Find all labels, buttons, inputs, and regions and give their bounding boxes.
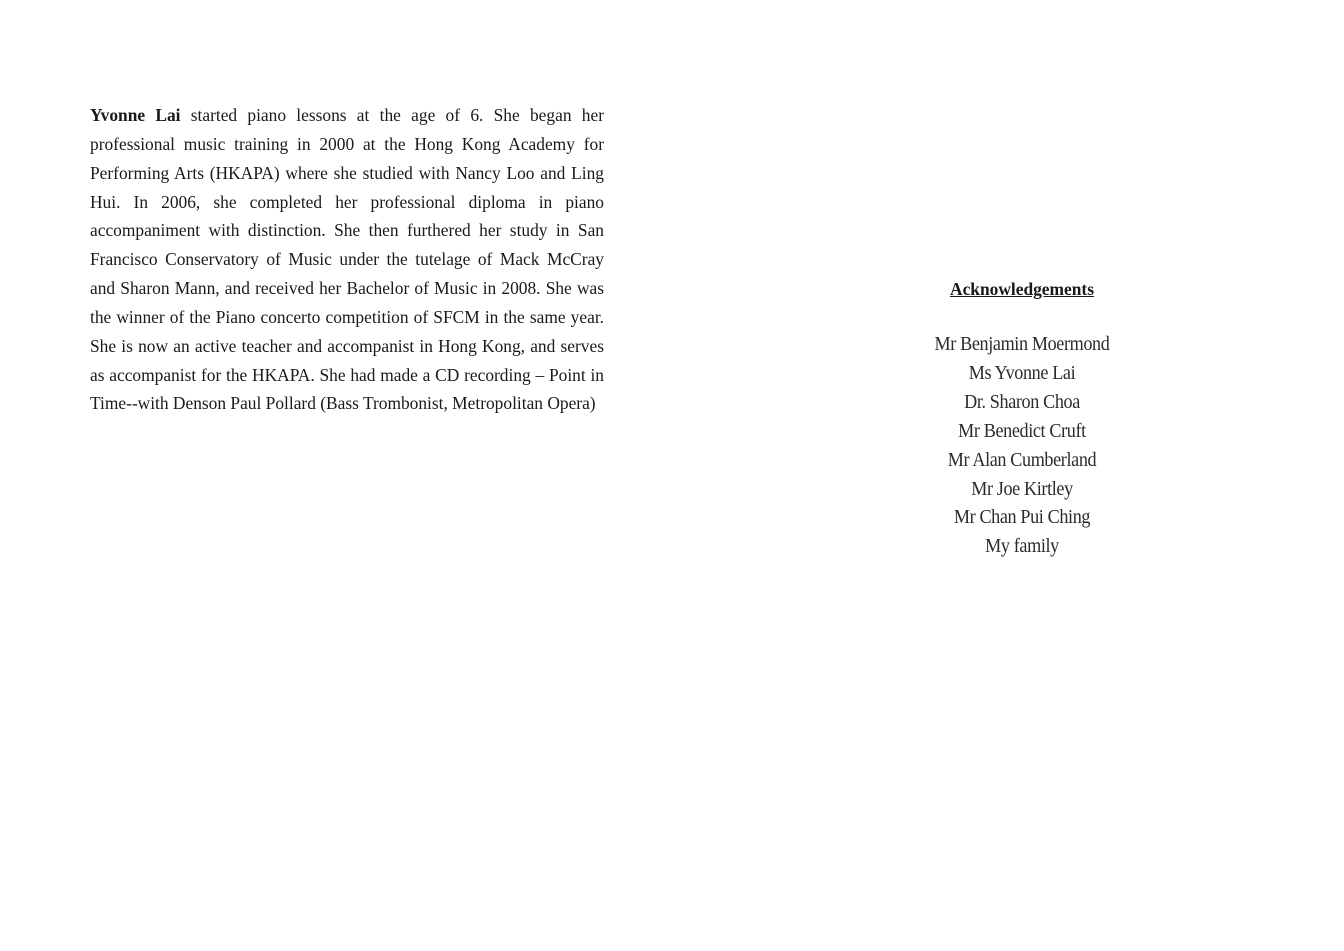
acknowledgement-name: My family [985, 536, 1059, 558]
acknowledgement-name: Ms Yvonne Lai [968, 362, 1076, 384]
biography-name: Yvonne Lai [90, 105, 181, 125]
acknowledgements-title: Acknowledgements [950, 279, 1094, 299]
acknowledgement-name: Mr Benedict Cruft [958, 420, 1086, 442]
acknowledgement-name: Mr Joe Kirtley [971, 478, 1073, 500]
acknowledgement-name: Mr Alan Cumberland [947, 449, 1097, 471]
acknowledgement-name: Dr. Sharon Choa [964, 391, 1080, 413]
acknowledgement-name: Mr Chan Pui Ching [953, 507, 1091, 529]
biography-text: started piano lessons at the age of 6. She began her professional music training in 2000 at the Hong Kong Academy for Performing Arts (HKAPA) where she studied with Nancy Loo and Ling Hui. In 2006, she completed her professional diploma in piano accompaniment with distinction. She then furthered her study in San Francisco Conservatory of Music under the tutelage of Mack McCray and Sharon Mann, and received her Bachelor of Music in 2008. She was the winner of the Piano concerto competition of SFCM in the same year. She is now an active teacher and accompanist in Hong Kong, and serves as accompanist for the HKAPA. She had made a CD recording – Point in Time--with Denson Paul Pollard (Bass Trombonist, Metropolitan Opera) [90, 105, 604, 414]
acknowledgements-section [872, 276, 1172, 562]
biography-paragraph [90, 101, 604, 418]
acknowledgement-name: Mr Benjamin Moermond [934, 334, 1110, 355]
acknowledgements-list [872, 331, 1172, 562]
